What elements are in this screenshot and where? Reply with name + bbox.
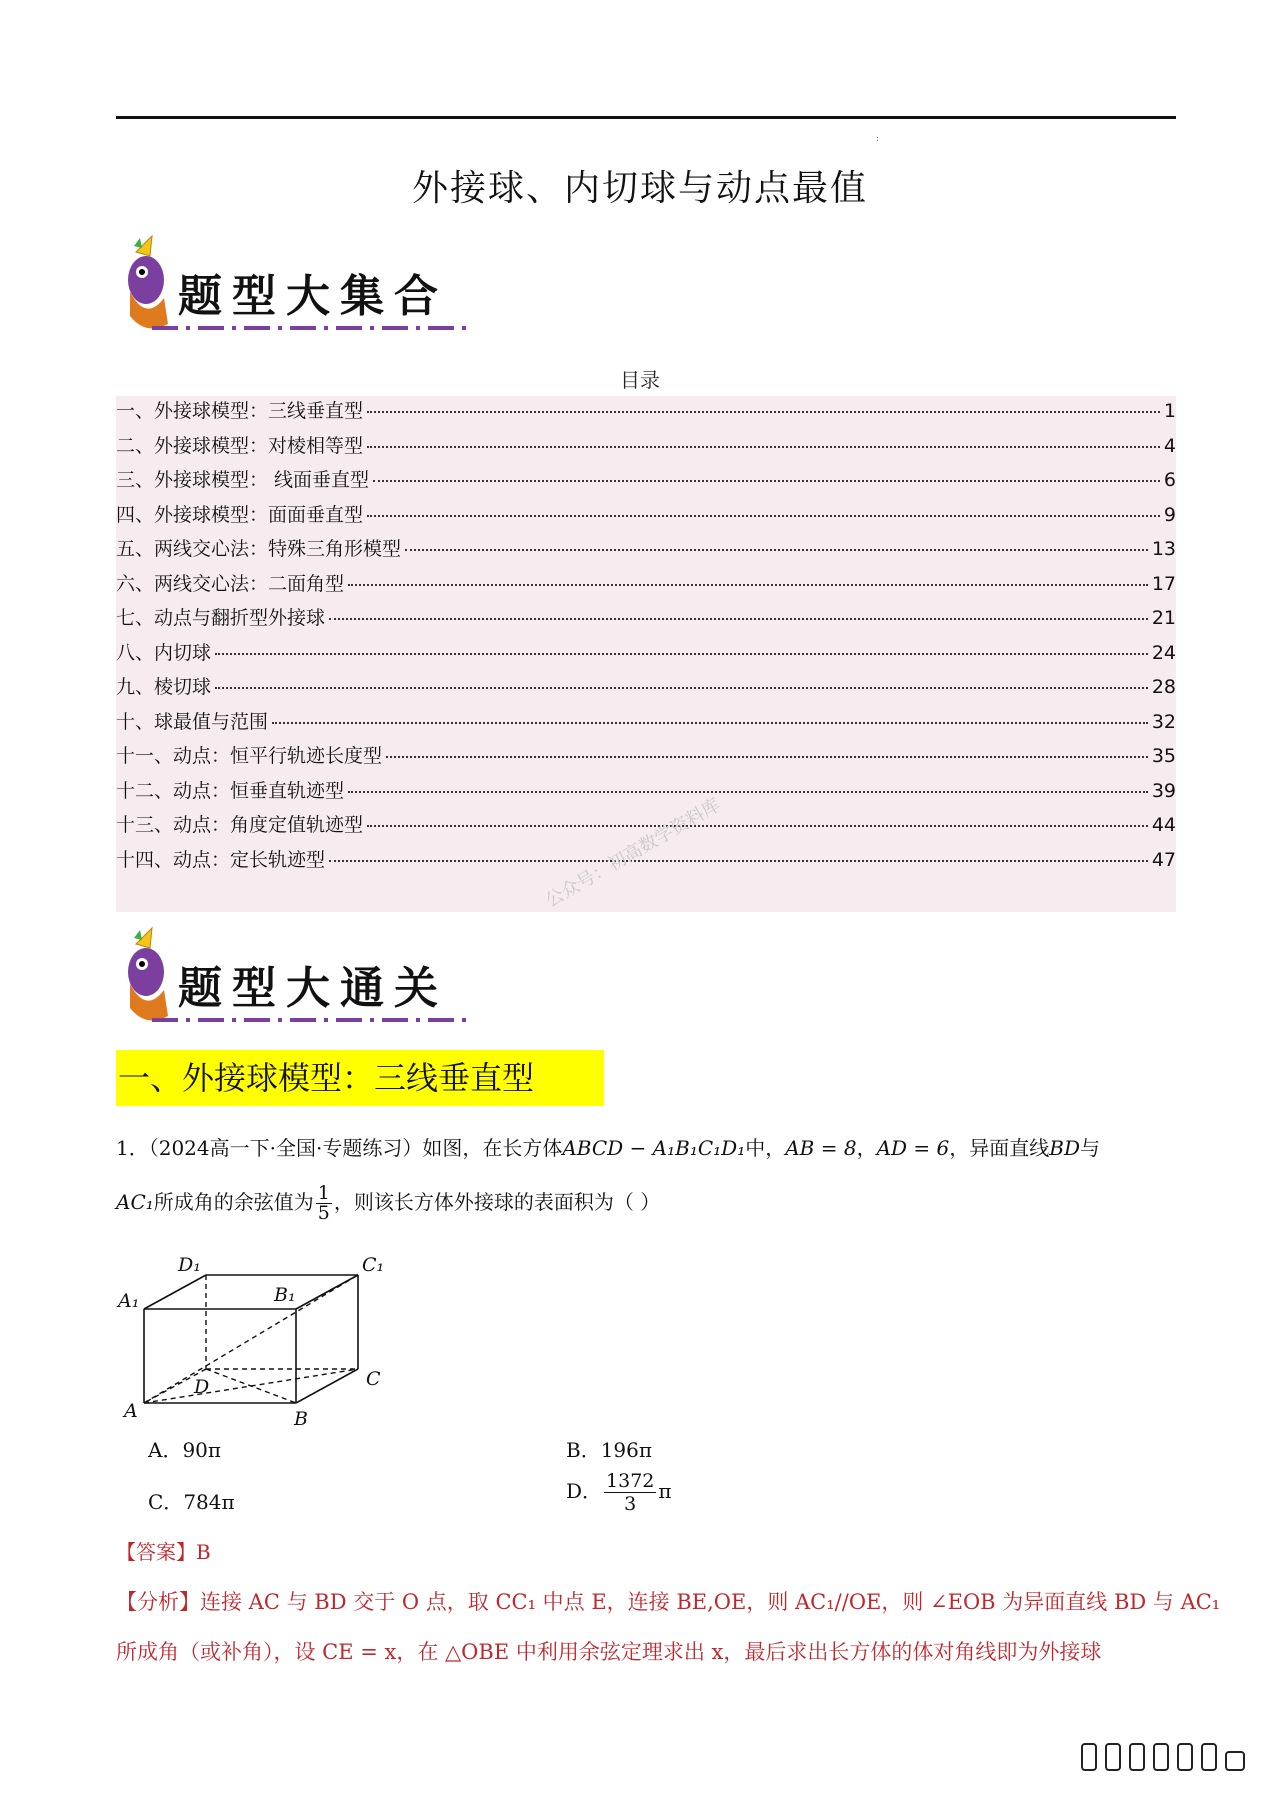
page-title: 外接球、内切球与动点最值 (411, 168, 868, 209)
choice-letter: D． (566, 1479, 603, 1503)
section-heading: 一、外接球模型：三线垂直型 (116, 1050, 604, 1106)
toc-item-page: 35 (1151, 745, 1176, 767)
text: ，则该长方体外接球的表面积为（ ） (333, 1190, 661, 1214)
toc-item-page: 13 (1151, 538, 1176, 560)
choice-c[interactable] (148, 1486, 235, 1515)
toc-leader-dots (367, 446, 1160, 448)
fraction-denominator: 5 (317, 1202, 330, 1224)
fraction-numerator: 1 (317, 1182, 330, 1204)
vertex-label: B₁ (274, 1284, 296, 1306)
toc-item-label: 八、内切球 (116, 641, 212, 664)
analysis-line-2 (116, 1636, 1101, 1666)
toc-item-label: 七、动点与翻折型外接球 (116, 607, 326, 629)
top-rule (116, 116, 1176, 119)
toc-leader-dots (329, 618, 1148, 620)
toc-leader-dots (386, 756, 1148, 758)
analysis-line-1 (116, 1586, 1220, 1616)
toc-item-page: 32 (1151, 710, 1176, 733)
vertex-label: B (294, 1408, 308, 1430)
edge (144, 1275, 206, 1309)
vertex-label: D (194, 1376, 210, 1398)
toc-item-page: 9 (1163, 503, 1176, 526)
toc-item-label: 九、棱切球 (116, 676, 212, 698)
cosine-fraction (316, 1184, 332, 1223)
toc-leader-dots (215, 687, 1148, 689)
toc-item-page: 24 (1151, 641, 1176, 664)
toc-item-page: 28 (1151, 676, 1176, 698)
ad-value: AD = 6 (876, 1136, 950, 1160)
toc-item[interactable] (116, 603, 1176, 638)
fraction-numerator: 1372 (606, 1470, 655, 1492)
toc-item[interactable] (116, 396, 1176, 431)
toc-item-page: 47 (1151, 848, 1176, 871)
toc-item-page: 21 (1151, 607, 1176, 629)
toc-leader-dots (367, 825, 1148, 827)
banner-question-practice (116, 924, 476, 1034)
diagonal-ac1 (144, 1275, 358, 1403)
problem-line-1 (116, 1138, 1100, 1158)
toc-item[interactable] (116, 534, 1176, 569)
text: ， (856, 1136, 877, 1160)
toc-item-page: 6 (1163, 469, 1176, 491)
toc-item[interactable] (116, 638, 1176, 673)
toc-leader-dots (367, 515, 1160, 517)
problem-source: （2024高一下·全国·专题练习）如图，在长方体 (148, 1136, 563, 1160)
top-mark: : (876, 134, 879, 143)
toc-item-page: 44 (1151, 814, 1176, 836)
text: 中， (745, 1136, 786, 1160)
banner-text: 题型大集合 (178, 271, 448, 322)
toc-leader-dots (215, 653, 1148, 655)
toc-item-label: 十四、动点：定长轨迹型 (116, 848, 326, 871)
toc-leader-dots (367, 411, 1160, 413)
toc-item-label: 十二、动点：恒垂直轨迹型 (116, 779, 345, 802)
analysis-text: 连接 AC 与 BD 交于 O 点，取 CC₁ 中点 E，连接 BE,OE，则 AC₁//OE，则 ∠EOB 为异面直线 BD 与 AC₁ (200, 1590, 1221, 1614)
toc-item-label: 五、两线交心法：特殊三角形模型 (116, 538, 402, 560)
toc-leader-dots (405, 549, 1148, 551)
fraction-denominator: 3 (624, 1493, 637, 1515)
toc-leader-dots (272, 722, 1148, 724)
toc-item-page: 1 (1163, 400, 1176, 422)
toc-item[interactable] (116, 569, 1176, 604)
toc-item-page: 39 (1151, 779, 1176, 802)
text: ，异面直线 (949, 1136, 1050, 1160)
toc-leader-dots (329, 860, 1148, 862)
toc-item[interactable] (116, 500, 1176, 535)
toc-heading: 目录 (620, 368, 660, 392)
ac1-label: AC₁ (116, 1190, 154, 1214)
watermark: 公众号：初高数学资料库 (542, 794, 724, 912)
banner-text: 题型大通关 (178, 963, 448, 1014)
cuboid-diagram (116, 1255, 396, 1435)
toc-item-label: 一、外接球模型：三线垂直型 (116, 400, 364, 422)
signal-bars-icon (1080, 1740, 1250, 1774)
vertex-label: D₁ (178, 1255, 201, 1276)
toc-item-label: 十、球最值与范围 (116, 710, 269, 733)
toc-item[interactable] (116, 431, 1176, 466)
answer-value: B (196, 1540, 211, 1564)
vertex-label: C₁ (362, 1255, 385, 1276)
analysis-text: 所成角（或补角），设 CE = x，在 △OBE 中利用余弦定理求出 x，最后求出长方体的体对角线即为外接球 (116, 1640, 1102, 1664)
toc-item-page: 17 (1151, 572, 1176, 595)
toc-item-label: 二、外接球模型：对棱相等型 (116, 434, 364, 457)
toc-item-label: 四、外接球模型：面面垂直型 (116, 503, 364, 526)
toc-item[interactable] (116, 776, 1176, 811)
choice-letter: A． (148, 1438, 183, 1462)
toc-list (116, 396, 1176, 879)
vertex-label: A₁ (118, 1290, 140, 1312)
problem-number: 1． (116, 1136, 149, 1160)
choice-b[interactable] (566, 1434, 652, 1463)
choice-letter: B． (566, 1438, 601, 1462)
toc-item[interactable] (116, 707, 1176, 742)
toc-item-label: 六、两线交心法：二面角型 (116, 572, 345, 595)
answer (116, 1536, 211, 1565)
choice-value: 196π (600, 1438, 653, 1462)
choice-suffix: π (658, 1479, 672, 1503)
answer-tag: 【答案】 (116, 1540, 196, 1564)
toc-item[interactable] (116, 672, 1176, 707)
edge (296, 1369, 358, 1403)
cuboid-figure (116, 1255, 396, 1439)
bd-label: BD (1049, 1136, 1080, 1160)
toc-leader-dots (348, 584, 1148, 586)
toc-item-label: 十一、动点：恒平行轨迹长度型 (116, 745, 383, 767)
vertex-label: A (124, 1400, 138, 1422)
choice-value: 90π (182, 1438, 222, 1462)
analysis-tag: 【分析】 (116, 1590, 200, 1614)
toc-item-page: 4 (1163, 434, 1176, 457)
choice-letter: C． (148, 1490, 184, 1514)
choice-d[interactable] (566, 1470, 672, 1515)
toc-leader-dots (348, 791, 1148, 793)
choice-value: 784π (183, 1490, 235, 1514)
toc-item-label: 十三、动点：角度定值轨迹型 (116, 814, 364, 836)
toc-leader-dots (373, 480, 1160, 482)
text: 所成角的余弦值为 (153, 1190, 314, 1214)
toc-item-label: 三、外接球模型： 线面垂直型 (116, 469, 370, 491)
toc-item[interactable] (116, 465, 1176, 500)
choice-fraction (604, 1470, 656, 1515)
box-name: ABCD − A₁B₁C₁D₁ (562, 1136, 746, 1160)
vertex-label: C (366, 1368, 381, 1390)
text: 与 (1080, 1136, 1100, 1160)
problem-line-2 (116, 1184, 660, 1223)
toc-item[interactable] (116, 741, 1176, 776)
banner-question-types (116, 232, 476, 342)
ab-value: AB = 8 (785, 1136, 857, 1160)
choice-a[interactable] (148, 1434, 221, 1463)
